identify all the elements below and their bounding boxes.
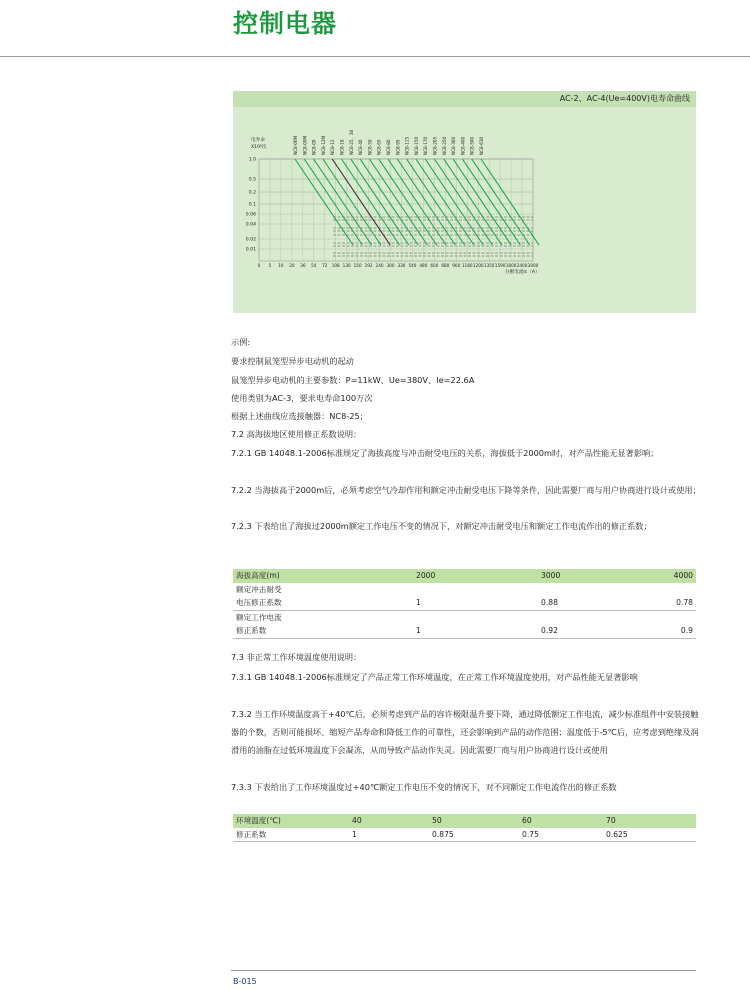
table-header-cell: 3000 bbox=[538, 569, 638, 583]
model-label: NC8-65 bbox=[376, 139, 382, 155]
x-tick-label: 2400 bbox=[516, 263, 528, 268]
example-heading: 示例: bbox=[231, 337, 251, 347]
model-label: NC8-500 bbox=[469, 136, 475, 155]
table-cell: 修正系数 bbox=[233, 624, 413, 638]
x-tick-label: 192 bbox=[364, 263, 373, 268]
life-curve-series bbox=[314, 159, 372, 245]
table-cell: 0.9 bbox=[638, 624, 696, 638]
table-header-cell: 2000 bbox=[413, 569, 538, 583]
example-line: 鼠笼型异步电动机的主要参数：P=11kW、Ue=380V、Ie=22.6A bbox=[231, 375, 475, 385]
example-line: 要求控制鼠笼型异步电动机的起动 bbox=[231, 356, 354, 366]
x-tick-label: 1200 bbox=[472, 263, 484, 268]
model-label: NC8-630 bbox=[479, 136, 484, 155]
para-7-3-2: 7.3.2 当工作环境温度高于+40℃后，必须考虑到产品的容许极限温升要下降，通过降低额定工作电流，减少标准组件中安装接触器的个数，否则可能损坏、缩短产品寿命和降低工作的可靠性，还会影响到产品的动作范围；温度低于-5℃后，应考虑到绝缘及润滑用的油脂在过低环境温度下会凝冻，从而导致产品动作失灵。因此需要厂商与用户协商进行设计或使用 bbox=[231, 709, 699, 755]
x-tick-label: 10 bbox=[278, 263, 284, 268]
para-7-2-2: 7.2.2 当海拔高于2000m后，必须考虑空气冷却作用和额定冲击耐受电压下降等条件，因此需要厂商与用户协商进行设计或使用； bbox=[231, 485, 701, 495]
table-row bbox=[233, 583, 696, 597]
y-tick-label: 1.0 bbox=[248, 157, 256, 163]
para-7-3-1: 7.3.1 GB 14048.1-2006标准规定了产品正常工作环境温度，在正常工作环境温度使用，对产品性能无显著影响 bbox=[231, 672, 638, 682]
table-cell bbox=[638, 610, 696, 624]
x-tick-label: 0 bbox=[257, 263, 261, 268]
x-tick-label: 1590 bbox=[494, 263, 506, 268]
model-label: NC8-40 bbox=[358, 139, 364, 155]
example-line: 根据上述曲线应选接触器：NC8-25； bbox=[231, 411, 368, 421]
para-7-2-3: 7.2.3 下表给出了海拔过2000m额定工作电压不变的情况下，对额定冲击耐受电压和额定工作电流作出的修正系数； bbox=[231, 521, 652, 531]
x-tick-label: 600 bbox=[430, 263, 439, 268]
table-header-cell: 环境温度(℃) bbox=[233, 814, 349, 828]
life-curve-series bbox=[407, 159, 465, 245]
model-label: NC8-115 bbox=[404, 136, 410, 155]
x-tick-label: 1350 bbox=[483, 263, 495, 268]
life-curve-series bbox=[481, 159, 539, 245]
table-cell: 电压修正系数 bbox=[233, 596, 413, 610]
model-label: NC8-09 bbox=[311, 139, 317, 155]
life-curve-series bbox=[351, 159, 409, 245]
model-label: NC8-150 bbox=[413, 136, 419, 155]
x-tick-label: 72 bbox=[322, 263, 328, 268]
table-cell bbox=[638, 583, 696, 597]
table-header-row bbox=[233, 814, 696, 828]
table-cell bbox=[538, 583, 638, 597]
y-tick-label: 0.1 bbox=[248, 202, 256, 208]
temperature-correction-table bbox=[233, 814, 696, 842]
page-title: 控制电器 bbox=[233, 9, 338, 38]
table-row bbox=[233, 596, 696, 610]
table-header-cell: 4000 bbox=[638, 569, 696, 583]
x-tick-label: 680 bbox=[441, 263, 450, 268]
table-header-cell: 40 bbox=[349, 814, 429, 828]
x-tick-label: 150 bbox=[353, 263, 362, 268]
table-cell: 额定冲击耐受 bbox=[236, 584, 282, 594]
life-curve-chart bbox=[233, 107, 696, 313]
x-tick-label: 36 bbox=[300, 263, 306, 268]
model-label: NC8-80 bbox=[386, 139, 391, 155]
x-tick-label: 130 bbox=[342, 263, 351, 268]
life-curve-series bbox=[388, 159, 446, 245]
table-row bbox=[233, 828, 696, 842]
y-tick-label: 0.04 bbox=[245, 222, 256, 228]
x-tick-label: 20 bbox=[289, 263, 295, 268]
life-curve-series bbox=[332, 159, 390, 245]
life-curve-series bbox=[295, 159, 353, 245]
life-curve-series bbox=[342, 159, 400, 245]
table-cell: 1 bbox=[413, 624, 538, 638]
life-curve-series bbox=[416, 159, 474, 245]
table-header-cell: 50 bbox=[429, 814, 519, 828]
life-curve-series bbox=[462, 159, 520, 245]
y-axis-label: X10⁶次 bbox=[251, 145, 267, 150]
table-header-cell: 海拔高度(m) bbox=[233, 569, 413, 583]
table-cell: 修正系数 bbox=[233, 828, 349, 842]
altitude-correction-table bbox=[233, 569, 696, 639]
table-cell: 0.625 bbox=[603, 828, 696, 842]
y-tick-label: 0.2 bbox=[248, 190, 256, 196]
x-tick-label: 108 bbox=[331, 263, 340, 268]
table-row bbox=[233, 610, 696, 624]
life-curve-series bbox=[304, 159, 362, 245]
model-label: NC8-12M bbox=[320, 135, 326, 155]
x-tick-label: 54 bbox=[311, 263, 317, 268]
chart-title: AC-2、AC-4(Ue=400V)电寿命曲线 bbox=[233, 91, 696, 107]
y-axis-label: 电寿命 bbox=[251, 138, 265, 143]
model-label: NC8-205 bbox=[432, 136, 438, 155]
section-7-3-heading: 7.3 非正常工作环境温度使用说明： bbox=[231, 652, 362, 662]
life-curve-series bbox=[472, 159, 530, 245]
para-7-3-3: 7.3.3 下表给出了工作环境温度过+40℃额定工作电压不变的情况下，对不同额定工作电流作出的修正系数 bbox=[231, 782, 617, 792]
life-curve-series bbox=[444, 159, 502, 245]
model-label: NC8-18 bbox=[339, 139, 345, 155]
x-tick-label: 330 bbox=[397, 263, 406, 268]
example-line: 使用类别为AC-3，要求电寿命100万次 bbox=[231, 393, 373, 403]
model-label: NC8-25、38 bbox=[348, 129, 354, 155]
life-curve-series bbox=[369, 159, 427, 245]
header-divider bbox=[0, 56, 750, 57]
x-tick-label: 1800 bbox=[505, 263, 517, 268]
y-tick-label: 0.02 bbox=[245, 237, 256, 243]
model-label: NC8-09M bbox=[302, 135, 308, 155]
x-tick-label: 300 bbox=[386, 263, 395, 268]
x-tick-label: 1180 bbox=[461, 263, 473, 268]
model-label: NC8-06M bbox=[293, 135, 298, 155]
table-cell: 1 bbox=[349, 828, 429, 842]
life-curve-series bbox=[379, 159, 437, 245]
table-cell bbox=[538, 610, 638, 624]
life-curve-series bbox=[453, 159, 511, 245]
table-header-row bbox=[233, 569, 696, 583]
life-curve-series bbox=[360, 159, 418, 245]
model-label: NC8-300 bbox=[451, 136, 457, 155]
model-label: NC8-50 bbox=[367, 139, 373, 155]
life-curve-chart-panel bbox=[233, 91, 696, 313]
model-label: NC8-170 bbox=[423, 136, 429, 155]
model-label: NC8-250 bbox=[441, 136, 447, 155]
section-7-2-heading: 7.2 高海拔地区使用修正系数说明： bbox=[231, 429, 362, 439]
table-cell: 0.875 bbox=[429, 828, 519, 842]
life-curve-series bbox=[425, 159, 483, 245]
x-tick-label: 3000 bbox=[527, 263, 539, 268]
model-label: NC8-400 bbox=[460, 136, 466, 155]
y-tick-label: 0.01 bbox=[245, 247, 256, 253]
table-cell: 0.75 bbox=[519, 828, 603, 842]
table-cell: 1 bbox=[413, 596, 538, 610]
life-curve-series bbox=[397, 159, 455, 245]
table-header-cell: 70 bbox=[603, 814, 696, 828]
x-tick-label: 480 bbox=[419, 263, 428, 268]
x-axis-label: 分断电流Ic（A） bbox=[505, 270, 540, 275]
table-cell: 0.78 bbox=[638, 596, 696, 610]
table-cell: 0.88 bbox=[538, 596, 638, 610]
life-curve-series bbox=[323, 159, 381, 245]
model-label: NC8-12 bbox=[330, 139, 336, 155]
x-tick-label: 540 bbox=[408, 263, 417, 268]
footer-divider bbox=[231, 970, 696, 971]
table-cell: 0.92 bbox=[538, 624, 638, 638]
table-header-cell: 60 bbox=[519, 814, 603, 828]
table-row bbox=[233, 624, 696, 638]
x-tick-label: 240 bbox=[375, 263, 384, 268]
para-7-2-1: 7.2.1 GB 14048.1-2006标准规定了海拔高度与冲击耐受电压的关系，海拔低于2000m时，对产品性能无显著影响； bbox=[231, 448, 659, 458]
life-curve-series bbox=[435, 159, 493, 245]
x-tick-label: 5 bbox=[268, 263, 272, 268]
table-cell bbox=[413, 610, 538, 624]
page-number: B-015 bbox=[233, 977, 257, 986]
model-label: NC8-95 bbox=[395, 139, 401, 155]
table-cell: 额定工作电流 bbox=[236, 612, 282, 622]
table-cell bbox=[413, 583, 538, 597]
y-tick-label: 0.06 bbox=[245, 212, 256, 218]
y-tick-label: 0.5 bbox=[248, 177, 256, 183]
x-tick-label: 900 bbox=[452, 263, 461, 268]
